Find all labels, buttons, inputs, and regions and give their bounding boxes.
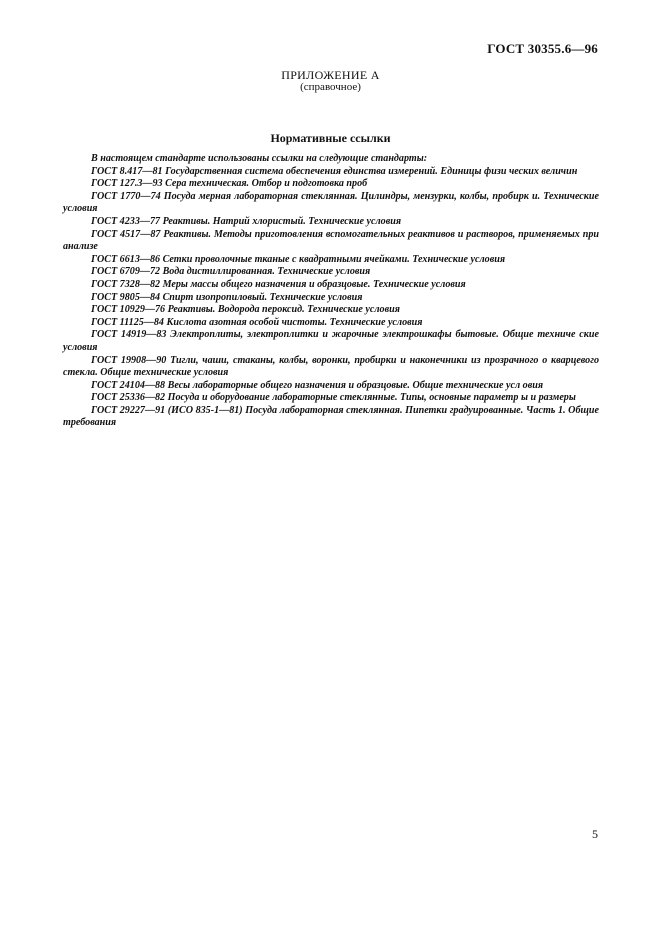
- reference-item: ГОСТ 9805—84 Спирт изопропиловый. Технические условия: [91, 291, 363, 303]
- references-intro: В настоящем стандарте использованы ссылки на следующие стандарты:: [91, 153, 428, 164]
- reference-item: ГОСТ 14919—83 Электроплиты, электроплитки и жарочные электрошкафы бытовые. Общие техниче ские условия: [63, 329, 599, 353]
- reference-item: ГОСТ 25336—82 Посуда и оборудование лабораторные стеклянные. Типы, основные параметр ы и размеры: [91, 392, 576, 404]
- reference-item: ГОСТ 19908—90 Тигли, чаши, стаканы, колбы, воронки, пробирки и наконечники из прозрачного о кварцевого стекла. Общие технические условия: [63, 354, 599, 379]
- reference-item: ГОСТ 10929—76 Реактивы. Водорода пероксид. Технические условия: [91, 304, 400, 316]
- document-code-header: ГОСТ 30355.6—96: [487, 41, 598, 56]
- reference-item: ГОСТ 1770—74 Посуда мерная лабораторная стеклянная. Цилиндры, мензурки, колбы, пробирк и. Технические условия: [63, 190, 599, 215]
- references-list: [63, 153, 599, 430]
- reference-item: ГОСТ 7328—82 Меры массы общего назначения и образцовые. Технические условия: [91, 278, 466, 290]
- reference-item: ГОСТ 4233—77 Реактивы. Натрий хлористый. Технические условия: [91, 215, 402, 227]
- reference-item: ГОСТ 29227—91 (ИСО 835-1—81) Посуда лабораторная стеклянная. Пипетки градуированные. Часть 1. Общие требования: [63, 404, 599, 429]
- appendix-subtitle: (справочное): [300, 81, 361, 93]
- reference-item: ГОСТ 6613—86 Сетки проволочные тканые с квадратными ячейками. Технические условия: [91, 253, 506, 265]
- page-number: 5: [592, 827, 598, 841]
- reference-item: ГОСТ 127.3—93 Сера техническая. Отбор и подготовка проб: [91, 178, 368, 190]
- section-title: Нормативные ссылки: [270, 131, 391, 145]
- reference-item: ГОСТ 11125—84 Кислота азотная особой чистоты. Технические условия: [91, 316, 423, 328]
- appendix-title: ПРИЛОЖЕНИЕ А: [281, 68, 380, 82]
- reference-item: ГОСТ 6709—72 Вода дистиллированная. Технические условия: [91, 266, 371, 278]
- reference-item: ГОСТ 4517—87 Реактивы. Методы приготовления вспомогательных реактивов и растворов, применяемых при анализе: [63, 228, 599, 253]
- reference-item: ГОСТ 24104—88 Весы лабораторные общего назначения и образцовые. Общие технические усл овия: [91, 379, 544, 391]
- reference-item: ГОСТ 8.417—81 Государственная система обеспечения единства измерений. Единицы физи ческих величин: [91, 165, 578, 177]
